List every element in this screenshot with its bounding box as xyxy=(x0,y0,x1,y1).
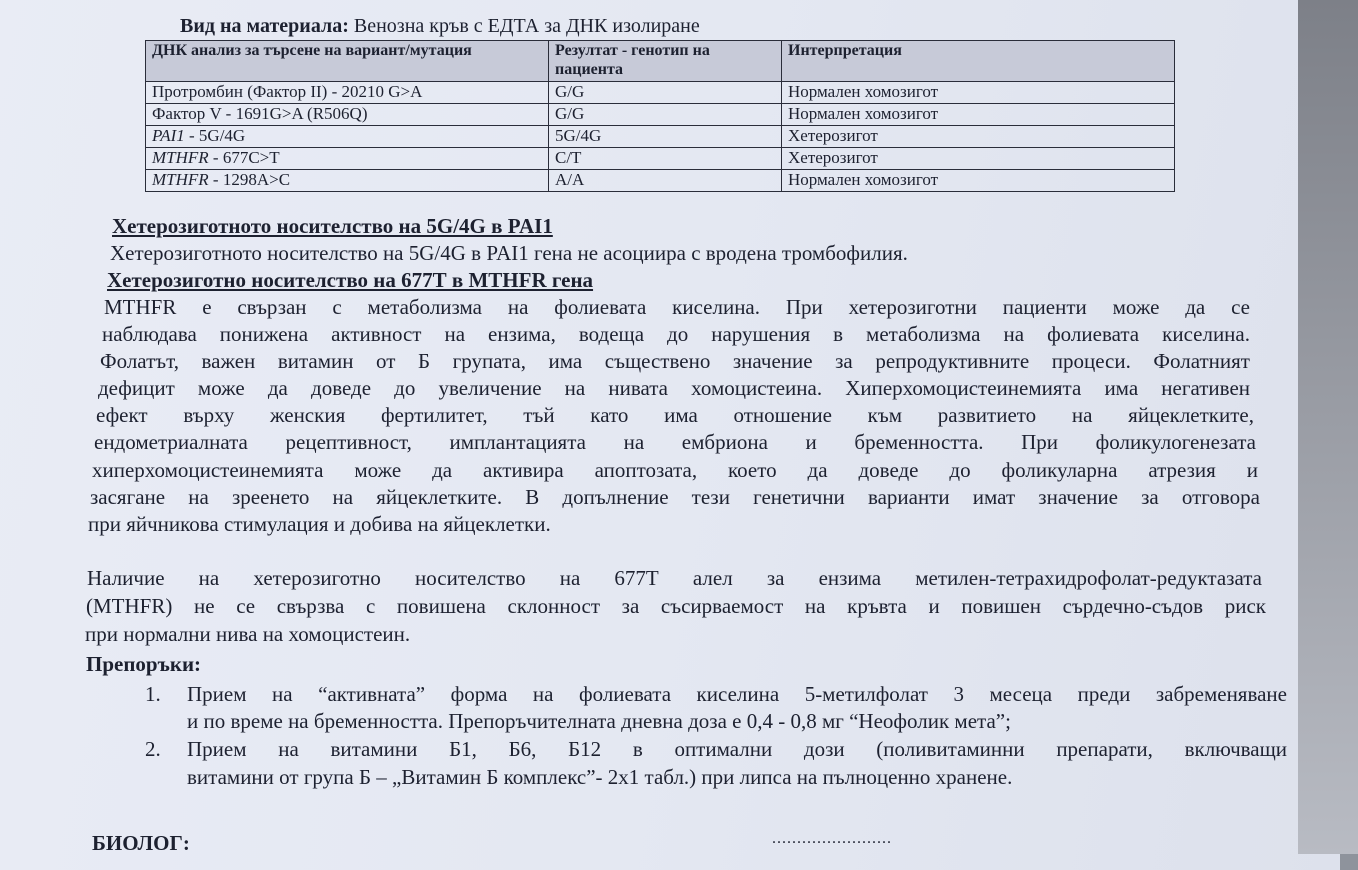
body-line: хиперхомоцистеинемията може да активира апоптозата, което да доведе до фоликуларна атрезия и xyxy=(92,458,1258,482)
body-line: засягане на зреенето на яйцеклетките. В допълнение тези генетични варианти имат значение за отговора xyxy=(90,485,1260,509)
gene-name: MTHFR xyxy=(152,148,209,167)
body-line: Наличие на хетерозиготно носителство на 677Т алел за ензима метилен-тетрахидрофолат-редуктазата xyxy=(87,566,1262,590)
genotype-cell: A/A xyxy=(549,170,782,192)
gene-name: PAI1 xyxy=(152,126,185,145)
rec-line: Прием на витамини Б1, Б6, Б12 в оптимални дози (поливитаминни препарати, включващи xyxy=(187,737,1287,761)
genotype-cell: G/G xyxy=(549,82,782,104)
genotype-cell: C/T xyxy=(549,148,782,170)
interpretation-cell: Хетерозигот xyxy=(782,148,1175,170)
header-genotype: Резултат - генотип на пациента xyxy=(549,41,782,82)
variant-name: - 5G/4G xyxy=(184,126,246,145)
variant-name: - 1298A>C xyxy=(208,170,291,189)
rec-line: и по време на бременността. Препоръчителната дневна доза е 0,4 - 0,8 мг “Неофолик мета”; xyxy=(187,709,1011,733)
table-row xyxy=(146,170,1175,192)
signature-label: БИОЛОГ: xyxy=(92,831,190,855)
interpretation-cell: Нормален хомозигот xyxy=(782,82,1175,104)
body-line: Фолатът, важен витамин от Б групата, има съществено значение за репродуктивните процеси. Фолатният xyxy=(100,349,1250,373)
body-line: при нормални нива на хомоцистеин. xyxy=(85,622,411,646)
genotype-cell: 5G/4G xyxy=(549,126,782,148)
dna-results-table xyxy=(145,40,1175,192)
body-line: MTHFR е свързан с метаболизма на фолиевата киселина. При хетерозиготни пациенти може да се xyxy=(104,295,1250,319)
header-variant: ДНК анализ за търсене на вариант/мутация xyxy=(146,41,549,82)
body-line: (MTHFR) не се свързва с повишена склонност за съсирваемост на кръвта и повишен сърдечно-съдов риск xyxy=(86,594,1266,618)
rec-line: Прием на “активната” форма на фолиевата киселина 5-метилфолат 3 месеца преди забременяване xyxy=(187,682,1287,706)
body-line: при яйчникова стимулация и добива на яйцеклетки. xyxy=(88,512,551,536)
body-line: ендометриалната рецептивност, имплантацията на ембриона и бременността. При фоликулогенезата xyxy=(94,430,1256,454)
genotype-cell: G/G xyxy=(549,104,782,126)
table-row xyxy=(146,82,1175,104)
body-line: дефицит може да доведе до увеличение на нивата хомоцистеина. Хиперхомоцистеинемията има негативен xyxy=(98,376,1250,400)
interpretation-cell: Хетерозигот xyxy=(782,126,1175,148)
rec-line: витамини от група Б – „Витамин Б комплекс”- 2х1 табл.) при липса на пълноценно хранене. xyxy=(187,765,1013,789)
signature-line: ........................ xyxy=(772,830,892,847)
section2-heading: Хетерозиготно носителство на 677Т в MTHFR гена xyxy=(107,268,594,292)
rec-number: 1. xyxy=(145,682,161,706)
body-line: наблюдава понижена активност на ензима, водеща до нарушения в метаболизма на фолиевата киселина. xyxy=(102,322,1250,346)
section1-text: Хетерозиготното носителство на 5G/4G в PAI1 гена не асоциира с вродена тромбофилия. xyxy=(110,241,908,265)
table-header xyxy=(146,41,1175,82)
interpretation-cell: Нормален хомозигот xyxy=(782,104,1175,126)
material-label: Вид на материала: xyxy=(180,15,349,37)
variant-cell: Протромбин (Фактор II) - 20210 G>A xyxy=(146,82,549,104)
variant-cell xyxy=(146,126,549,148)
header-interpretation: Интерпретация xyxy=(782,41,1175,82)
variant-cell xyxy=(146,170,549,192)
section1-heading: Хетерозиготното носителство на 5G/4G в PAI1 xyxy=(112,214,553,238)
table-row xyxy=(146,148,1175,170)
table-row xyxy=(146,126,1175,148)
material-value: Венозна кръв с ЕДТА за ДНК изолиране xyxy=(353,15,700,37)
gene-name: MTHFR xyxy=(152,170,209,189)
variant-cell xyxy=(146,148,549,170)
rec-number: 2. xyxy=(145,737,161,761)
body-line: ефект върху женския фертилитет, тъй като има отношение към развитието на яйцеклетките, xyxy=(96,403,1254,427)
table-row xyxy=(146,104,1175,126)
background-edge xyxy=(1298,0,1358,854)
recommendations-heading: Препоръки: xyxy=(86,652,202,676)
variant-cell: Фактор V - 1691G>A (R506Q) xyxy=(146,104,549,126)
interpretation-cell: Нормален хомозигот xyxy=(782,170,1175,192)
material-type xyxy=(180,14,700,38)
variant-name: - 677C>T xyxy=(208,148,280,167)
